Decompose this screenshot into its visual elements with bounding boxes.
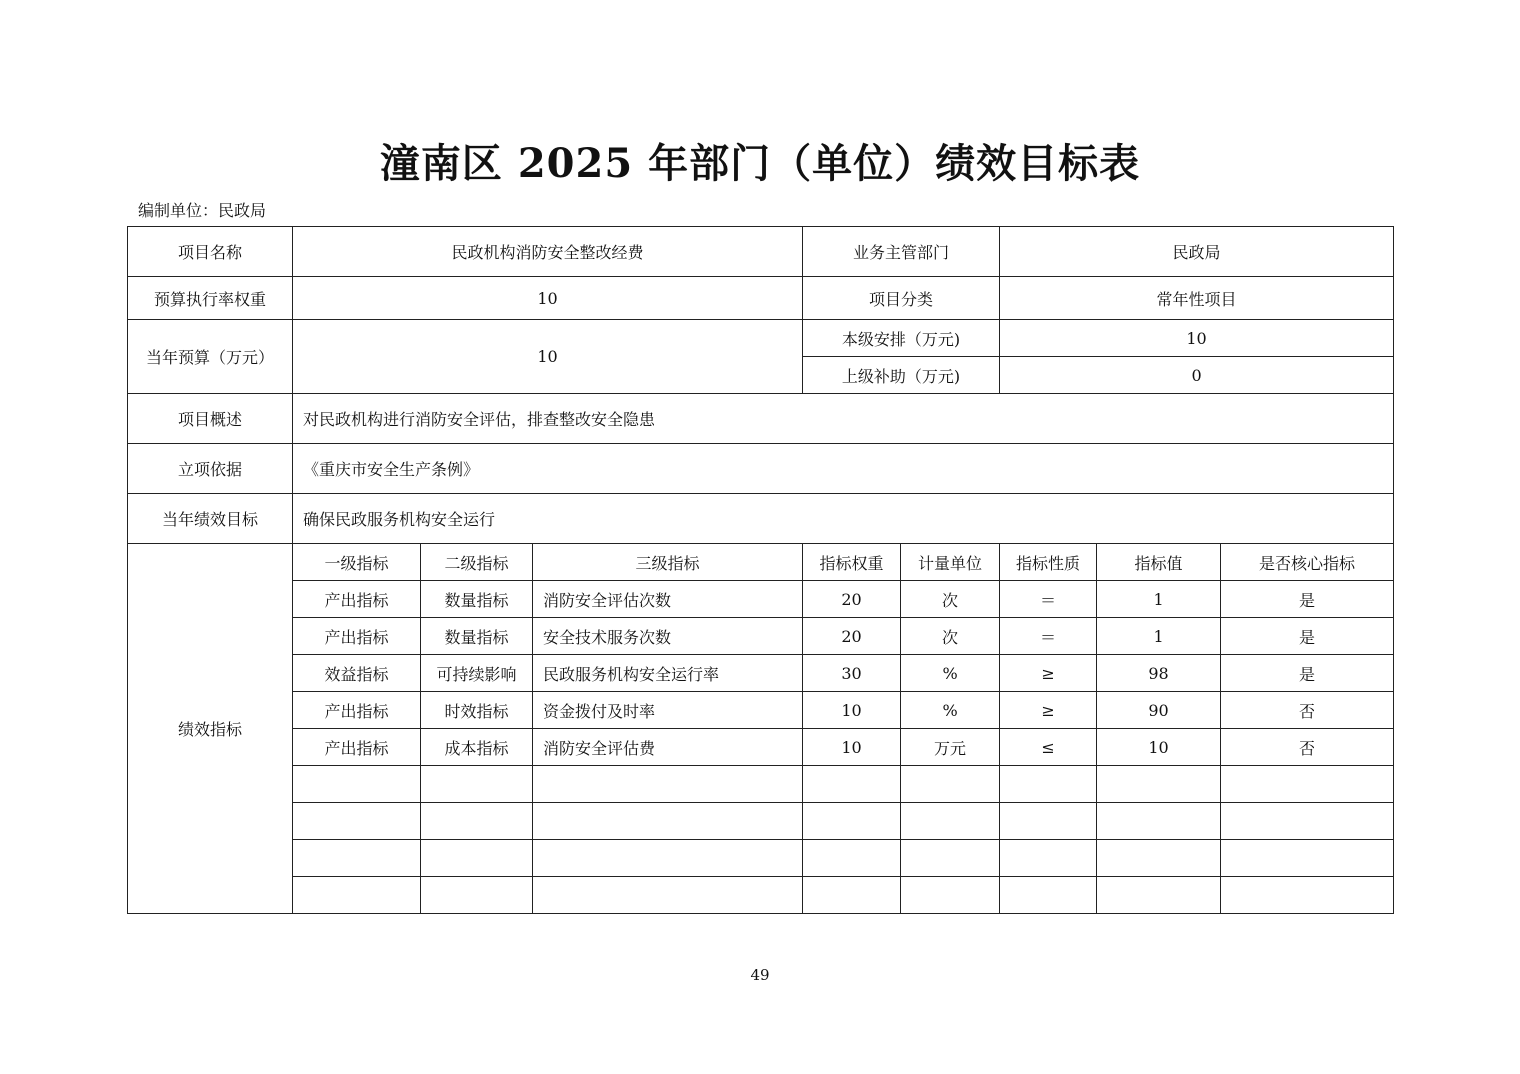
- indicator-cell: [533, 803, 803, 840]
- indicator-cell: [901, 803, 1000, 840]
- indicator-cell: ≤: [1000, 729, 1097, 766]
- indicator-header-cell: 指标性质: [1000, 544, 1097, 581]
- indicator-cell: [293, 803, 421, 840]
- upper-value: 0: [1000, 357, 1394, 394]
- row-basis: [128, 444, 1394, 494]
- budget-label: 当年预算（万元）: [128, 320, 293, 394]
- indicator-cell: [803, 840, 901, 877]
- indicator-cell: [421, 803, 533, 840]
- indicator-cell: 民政服务机构安全运行率: [533, 655, 803, 692]
- indicator-header-cell: 指标权重: [803, 544, 901, 581]
- page-number: 49: [750, 966, 770, 984]
- indicator-cell: [1000, 877, 1097, 914]
- indicator-cell: %: [901, 692, 1000, 729]
- indicator-cell: [421, 840, 533, 877]
- indicator-header-cell: 一级指标: [293, 544, 421, 581]
- indicator-row: [128, 655, 1394, 692]
- indicator-row: [128, 766, 1394, 803]
- overview-value: 对民政机构进行消防安全评估，排查整改安全隐患: [293, 394, 1394, 444]
- local-value: 10: [1000, 320, 1394, 357]
- row-goal: [128, 494, 1394, 544]
- indicator-cell: [421, 766, 533, 803]
- indicator-cell: 是: [1221, 581, 1394, 618]
- category-value: 常年性项目: [1000, 277, 1394, 320]
- indicator-header-row: [128, 544, 1394, 581]
- project-name-label: 项目名称: [128, 227, 293, 277]
- indicator-cell: [803, 803, 901, 840]
- indicator-header-cell: 指标值: [1097, 544, 1221, 581]
- indicator-cell: 10: [803, 692, 901, 729]
- indicators-section-label: 绩效指标: [128, 544, 293, 914]
- indicator-cell: 98: [1097, 655, 1221, 692]
- indicator-cell: ＝: [1000, 618, 1097, 655]
- indicator-cell: 产出指标: [293, 581, 421, 618]
- indicator-cell: [293, 766, 421, 803]
- indicator-cell: 资金拨付及时率: [533, 692, 803, 729]
- indicator-cell: 否: [1221, 729, 1394, 766]
- indicator-cell: 是: [1221, 618, 1394, 655]
- indicator-cell: 产出指标: [293, 618, 421, 655]
- weight-label: 预算执行率权重: [128, 277, 293, 320]
- dept-value: 民政局: [1000, 227, 1394, 277]
- local-label: 本级安排（万元): [803, 320, 1000, 357]
- indicator-header-cell: 是否核心指标: [1221, 544, 1394, 581]
- indicator-cell: 90: [1097, 692, 1221, 729]
- indicator-cell: ≥: [1000, 655, 1097, 692]
- dept-label: 业务主管部门: [803, 227, 1000, 277]
- compiling-unit: 编制单位：民政局: [138, 201, 267, 220]
- indicator-cell: [1221, 877, 1394, 914]
- indicator-cell: [293, 840, 421, 877]
- indicator-header-cell: 三级指标: [533, 544, 803, 581]
- category-label: 项目分类: [803, 277, 1000, 320]
- indicator-cell: 是: [1221, 655, 1394, 692]
- indicator-cell: [1000, 840, 1097, 877]
- indicator-row: [128, 618, 1394, 655]
- indicator-cell: 次: [901, 618, 1000, 655]
- indicator-cell: [803, 766, 901, 803]
- indicator-row: [128, 729, 1394, 766]
- indicator-cell: [1221, 803, 1394, 840]
- indicator-cell: ＝: [1000, 581, 1097, 618]
- weight-value: 10: [293, 277, 803, 320]
- basis-value: 《重庆市安全生产条例》: [293, 444, 1394, 494]
- indicator-cell: [803, 877, 901, 914]
- indicator-cell: 安全技术服务次数: [533, 618, 803, 655]
- indicator-row: [128, 840, 1394, 877]
- row-weight: [128, 277, 1394, 320]
- indicator-cell: [533, 877, 803, 914]
- indicator-cell: [1097, 840, 1221, 877]
- indicator-header-cell: 二级指标: [421, 544, 533, 581]
- indicator-cell: 消防安全评估费: [533, 729, 803, 766]
- indicator-cell: 次: [901, 581, 1000, 618]
- project-name-value: 民政机构消防安全整改经费: [293, 227, 803, 277]
- indicator-cell: [901, 877, 1000, 914]
- indicator-cell: 成本指标: [421, 729, 533, 766]
- indicator-cell: 30: [803, 655, 901, 692]
- indicator-cell: [1221, 766, 1394, 803]
- indicator-row: [128, 877, 1394, 914]
- indicator-cell: [533, 840, 803, 877]
- indicator-row: [128, 692, 1394, 729]
- indicator-cell: [1000, 803, 1097, 840]
- indicator-row: [128, 803, 1394, 840]
- indicator-header-cell: 计量单位: [901, 544, 1000, 581]
- indicator-cell: [901, 840, 1000, 877]
- budget-value: 10: [293, 320, 803, 394]
- indicator-cell: 10: [803, 729, 901, 766]
- indicator-cell: 否: [1221, 692, 1394, 729]
- indicator-cell: 数量指标: [421, 618, 533, 655]
- indicator-cell: 产出指标: [293, 729, 421, 766]
- overview-label: 项目概述: [128, 394, 293, 444]
- indicator-cell: [1097, 803, 1221, 840]
- indicator-cell: [421, 877, 533, 914]
- indicator-cell: [1097, 877, 1221, 914]
- goal-value: 确保民政服务机构安全运行: [293, 494, 1394, 544]
- row-budget-local: [128, 320, 1394, 357]
- indicator-cell: 可持续影响: [421, 655, 533, 692]
- indicator-cell: [901, 766, 1000, 803]
- upper-label: 上级补助（万元): [803, 357, 1000, 394]
- performance-table: [127, 226, 1394, 914]
- indicator-row: [128, 581, 1394, 618]
- page-title: 潼南区 2025 年部门（单位）绩效目标表: [379, 140, 1141, 187]
- indicator-cell: 1: [1097, 618, 1221, 655]
- indicator-cell: 产出指标: [293, 692, 421, 729]
- indicator-cell: 万元: [901, 729, 1000, 766]
- indicator-cell: [293, 877, 421, 914]
- row-overview: [128, 394, 1394, 444]
- indicator-cell: %: [901, 655, 1000, 692]
- indicator-cell: [1221, 840, 1394, 877]
- row-project-name: [128, 227, 1394, 277]
- indicator-cell: 10: [1097, 729, 1221, 766]
- indicator-cell: 20: [803, 581, 901, 618]
- basis-label: 立项依据: [128, 444, 293, 494]
- indicator-cell: 1: [1097, 581, 1221, 618]
- goal-label: 当年绩效目标: [128, 494, 293, 544]
- indicator-cell: [533, 766, 803, 803]
- indicator-cell: [1097, 766, 1221, 803]
- indicator-cell: 数量指标: [421, 581, 533, 618]
- indicator-cell: ≥: [1000, 692, 1097, 729]
- indicator-cell: 时效指标: [421, 692, 533, 729]
- indicator-cell: 消防安全评估次数: [533, 581, 803, 618]
- indicator-cell: [1000, 766, 1097, 803]
- indicator-cell: 效益指标: [293, 655, 421, 692]
- indicator-cell: 20: [803, 618, 901, 655]
